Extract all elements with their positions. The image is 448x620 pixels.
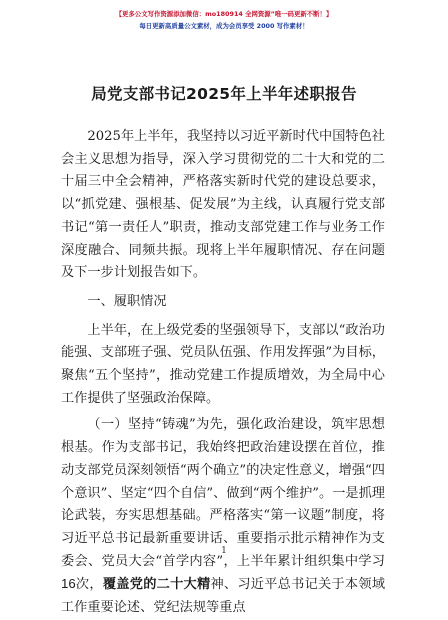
document-title: 局党支部书记2025年上半年述职报告 [91, 85, 357, 103]
promo-banner [0, 8, 448, 32]
section-heading: 一、履职情况 [87, 293, 167, 309]
banner-line-2: 每日更新高质量公文素材，成为会员享受 2000 写作素材！ [139, 22, 309, 30]
subsection-text-a: （一）坚持“铸魂”为先，强化政治建设，筑牢思想根基。作为支部书记，我始终把政治建设摆在首位，推动支部党员深刻领悟“两个确立”的决定性意义，增强“四个意识”、坚定“四个自信”、做到“两个维护”。一是抓理论武装，夯实思想基础。严格落实“第一议题”制度，将习近平总书记最新重要讲话、重要指示批示精神作为支委会、党员大会“首学内容”，上半年累计组织集中学习 [61, 417, 385, 569]
page-number: 1 [221, 546, 227, 556]
bold-highlight: 覆盖党的二十大精 [102, 577, 211, 593]
study-count: 16次 [61, 576, 90, 592]
section-paragraph: 上半年，在上级党委的坚强领导下，支部以“政治功能强、支部班子强、党员队伍强、作用发挥强”为目标，聚焦“五个坚持”，推动党建工作提质增效，为全局中心工作提供了坚强政治保障。 [61, 322, 385, 406]
intro-paragraph: 2025年上半年，我坚持以习近平新时代中国特色社会主义思想为指导，深入学习贯彻党的二十大和党的二十届三中全会精神，严格落实新时代党的建设总要求，以“抓党建、强根基、促发展”为主线，认真履行党支部书记“第一责任人”职责，推动支部党建工作与业务工作深度融合、同频共振。现将上半年履职情况、存在问题及下一步计划报告如下。 [61, 129, 385, 281]
subsection-paragraph [61, 414, 385, 619]
subsection-text-b: ， [89, 577, 103, 593]
subsection-text-c: 神、习近平总书记关于本领域工作重要论述、党纪法规等重点 [61, 577, 386, 616]
banner-line-1: 【更多公文写作资源添加微信：mo180914 全网资源”唯一码更新不断！】 [115, 10, 333, 18]
